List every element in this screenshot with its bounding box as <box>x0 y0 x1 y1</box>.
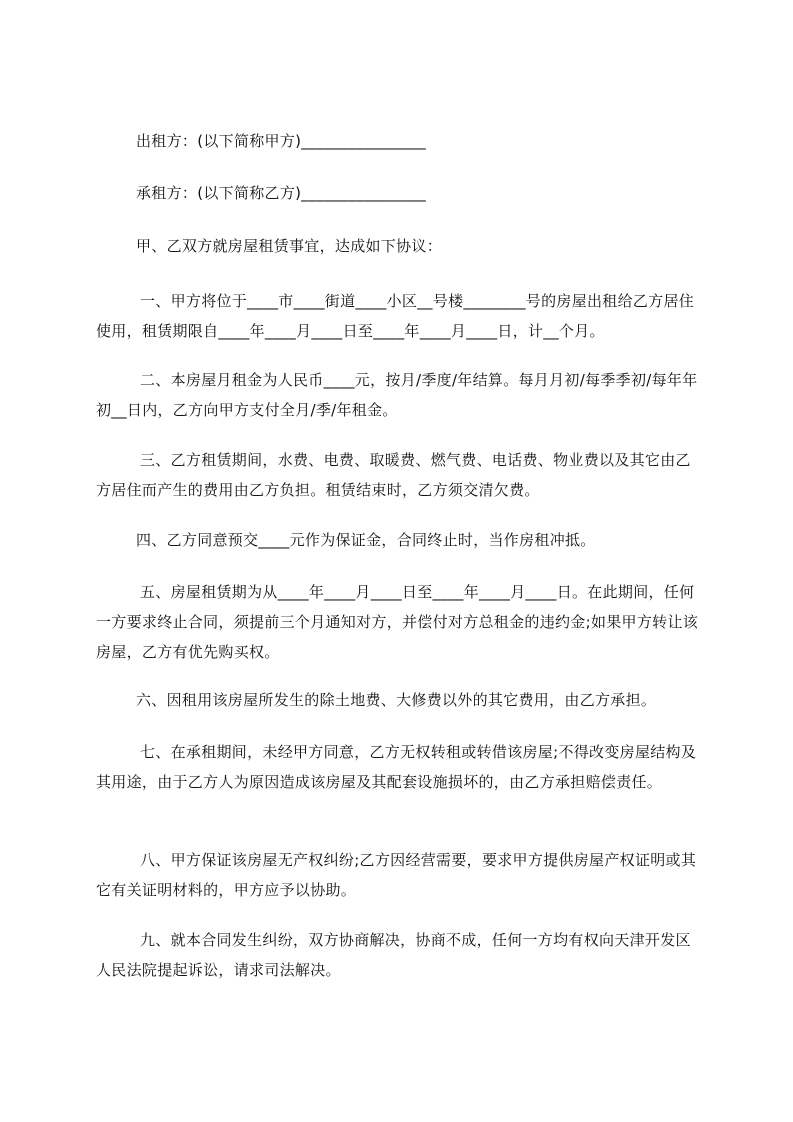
clause-7: 七、在承租期间，未经甲方同意，乙方无权转租或转借该房屋;不得改变房屋结构及其用途，由于乙方人为原因造成该房屋及其配套设施损坏的，由乙方承担赔偿责任。 <box>96 743 697 791</box>
agreement-intro: 甲、乙双方就房屋租赁事宜，达成如下协议： <box>136 237 443 255</box>
clause-5: 五、房屋租赁期为从____年____月____日至____年____月____日。在此期间，任何一方要求终止合同，须提前三个月通知对方，并偿付对方总租金的违约金;如果甲方转让该房屋，乙方有优先购买权。 <box>96 583 699 661</box>
clause-9: 九、就本合同发生纠纷，双方协商解决，协商不成，任何一方均有权向天津开发区人民法院提起诉讼，请求司法解决。 <box>96 931 691 979</box>
clause-1: 一、甲方将位于____市____街道____小区__号楼________号的房屋出租给乙方居住使用，租赁期限自____年____月____日至____年____月____日，计__个月。 <box>96 292 695 340</box>
clause-8: 八、甲方保证该房屋无产权纠纷;乙方因经营需要，要求甲方提供房屋产权证明或其它有关证明材料的，甲方应予以协助。 <box>96 851 697 899</box>
clause-2: 二、本房屋月租金为人民币____元，按月/季度/年结算。每月月初/每季季初/每年年初__日内，乙方向甲方支付全月/季/年租金。 <box>96 371 698 419</box>
clause-6: 六、因租用该房屋所发生的除土地费、大修费以外的其它费用，由乙方承担。 <box>136 691 657 709</box>
clause-3: 三、乙方租赁期间，水费、电费、取暖费、燃气费、电话费、物业费以及其它由乙方居住而产生的费用由乙方负担。租赁结束时，乙方须交清欠费。 <box>96 451 691 499</box>
lessee-line: 承租方：(以下简称乙方)________________ <box>136 184 427 202</box>
lessor-line: 出租方：(以下简称甲方)________________ <box>136 132 427 150</box>
clause-4: 四、乙方同意预交____元作为保证金，合同终止时，当作房租冲抵。 <box>136 531 596 549</box>
